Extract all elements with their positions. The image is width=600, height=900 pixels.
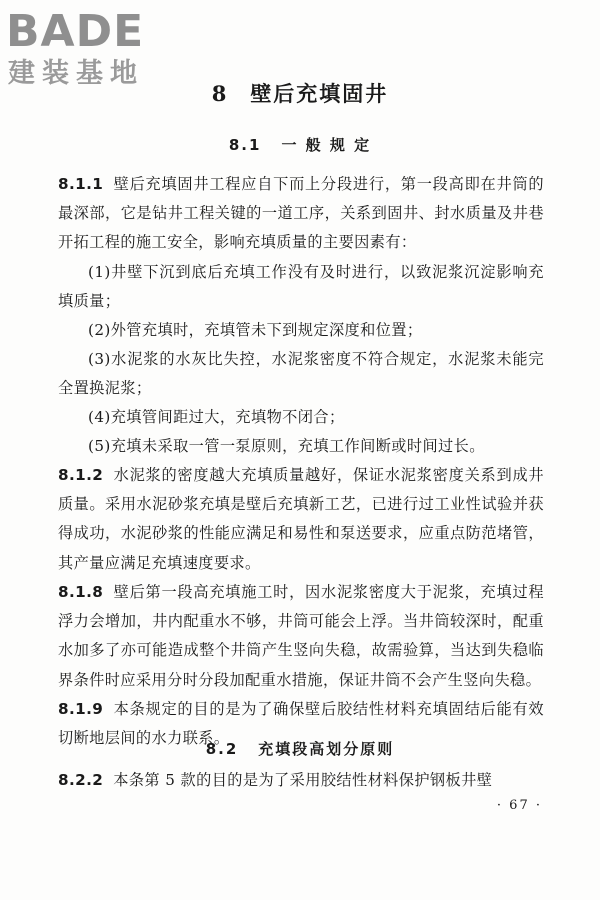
section-title-8-1 [0, 134, 600, 155]
paragraph-8-2-2 [58, 766, 544, 795]
chapter-number: 8 [211, 81, 229, 106]
paragraph-8-1-8 [58, 578, 544, 695]
paragraph-text: 本条规定的目的是为了确保壁后胶结性材料充填固结后能有效切断地层间的水力联系。 [58, 700, 544, 748]
list-item: (2)外管充填时，充填管未下到规定深度和位置； [88, 321, 423, 339]
list-item: (4)充填管间距过大，充填物不闭合； [88, 408, 345, 426]
paragraph-number: 8.1.9 [58, 700, 104, 718]
paragraph-number: 8.1.8 [58, 583, 104, 601]
paragraph-number: 8.1.2 [58, 466, 104, 484]
section-title-text: 一 般 规 定 [281, 136, 372, 154]
paragraph-text: 壁后充填固井工程应自下而上分段进行，第一段高即在井筒的最深部，它是钻井工程关键的一道工序，关系到固井、封水质量及井巷开拓工程的施工安全，影响充填质量的主要因素有： [58, 175, 544, 252]
paragraph-text: 壁后第一段高充填施工时，因水泥浆密度大于泥浆，充填过程浮力会增加，井内配重水不够，井筒可能会上浮。当井筒较深时，配重水加多了亦可能造成整个井筒产生竖向失稳，故需验算，当达到失稳临界条件时应采用分时分段加配重水措施，保证井筒不会产生竖向失稳。 [58, 583, 544, 689]
paragraph-8-1-2 [58, 461, 544, 578]
list-item: (1)井壁下沉到底后充填工作没有及时进行，以致泥浆沉淀影响充填质量； [58, 263, 544, 311]
section-title-8-2 [0, 738, 600, 759]
list-item: (5)充填未采取一管一泵原则，充填工作间断或时间过长。 [88, 437, 485, 455]
paragraph-text: 本条第 5 款的目的是为了采用胶结性材料保护钢板井壁 [113, 771, 493, 789]
chapter-title-text: 壁后充填固井 [250, 81, 389, 106]
paragraph-number: 8.2.2 [58, 771, 104, 789]
logo-brand-cn-text: 建装基地 [8, 58, 144, 89]
list-item: (3)水泥浆的水灰比失控，水泥浆密度不符合规定，水泥浆未能完全置换泥浆； [58, 350, 544, 398]
logo-brand-text: BADE [6, 6, 145, 57]
page-number: · 67 · [496, 798, 542, 813]
paragraph-text: 水泥浆的密度越大充填质量越好，保证水泥浆密度关系到成井质量。采用水泥砂浆充填是壁后充填新工艺，已进行过工业性试验并获得成功，水泥砂浆的性能应满足和易性和泵送要求，应重点防范堵管，其产量应满足充填速度要求。 [58, 466, 544, 572]
section-number: 8.2 [205, 740, 239, 758]
section-title-text: 充填段高划分原则 [258, 740, 395, 758]
section-number: 8.1 [228, 136, 262, 154]
paragraph-number: 8.1.1 [58, 175, 104, 193]
paragraph-8-1-1 [58, 170, 544, 258]
chapter-title [0, 78, 600, 108]
